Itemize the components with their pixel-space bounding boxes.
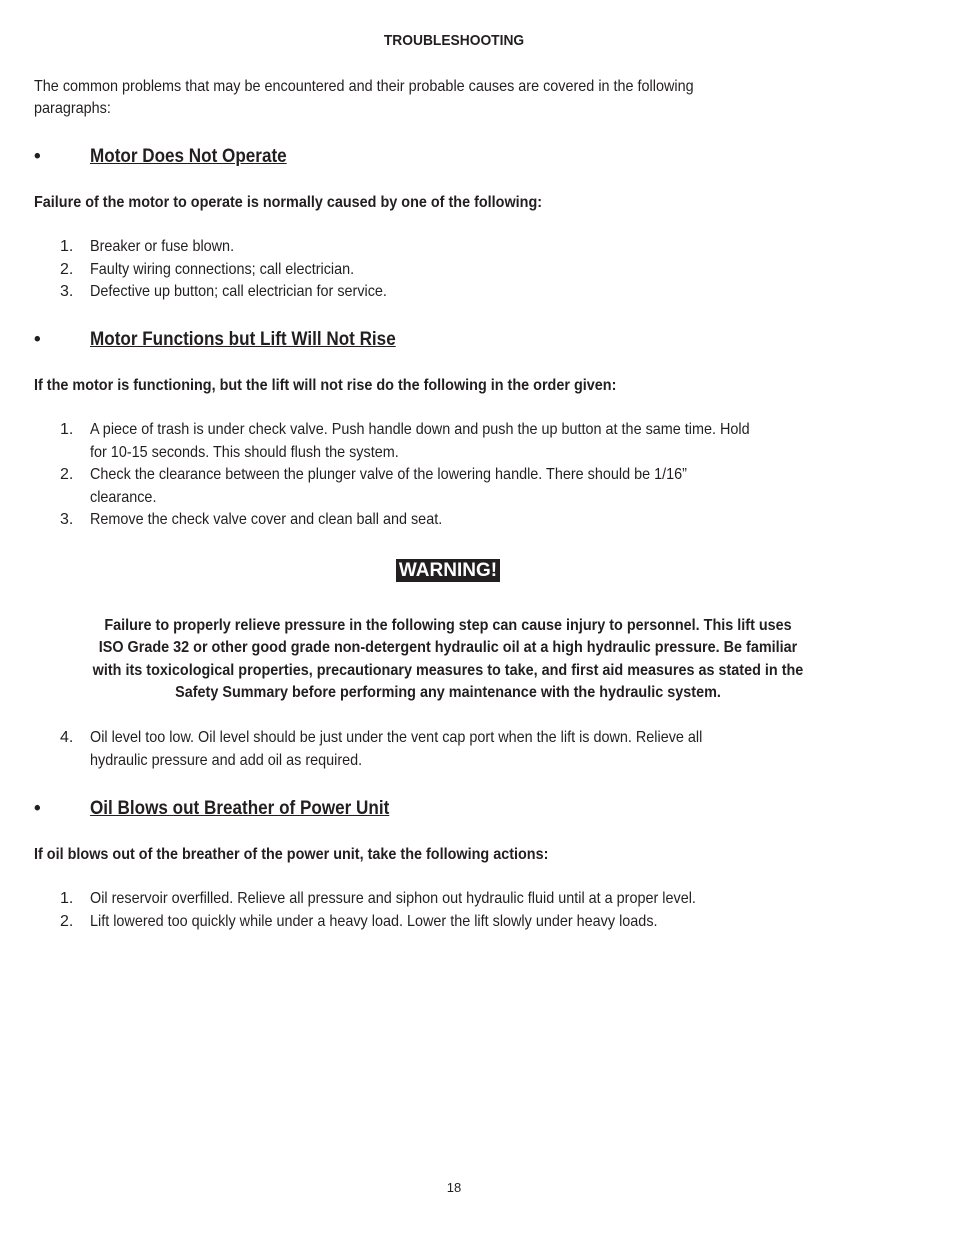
- numbered-list: [60, 419, 890, 532]
- warning-line: Safety Summary before performing any maintenance with the hydraulic system.: [175, 683, 721, 701]
- numbered-list: [60, 888, 890, 933]
- page-number: 18: [446, 1180, 462, 1195]
- section-lead: If oil blows out of the breather of the power unit, take the following actions:: [34, 846, 549, 863]
- section-heading-text: Motor Functions but Lift Will Not Rise: [90, 329, 396, 350]
- warning-text: [34, 615, 862, 704]
- section-lead: Failure of the motor to operate is normally caused by one of the following:: [34, 194, 543, 211]
- intro-line-1: The common problems that may be encountered and their probable causes are covered in the following: [34, 78, 694, 95]
- numbered-list: [60, 236, 890, 304]
- list-item: 3. Defective up button; call electrician for service.: [60, 283, 387, 300]
- list-item: 2. Check the clearance between the plunger valve of the lowering handle. There should be 1/16” clearance.: [60, 466, 687, 506]
- list-item: 2. Lift lowered too quickly while under a heavy load. Lower the lift slowly under heavy loads.: [60, 912, 658, 930]
- intro-line-2: paragraphs:: [34, 100, 111, 117]
- warning-badge: WARNING!: [396, 559, 500, 582]
- list-item: 4. Oil level too low. Oil level should be just under the vent cap port when the lift is down. Relieve all hydraulic pressure and add oil as required.: [60, 729, 703, 769]
- bullet-icon: •: [34, 798, 41, 819]
- section-heading-text: Oil Blows out Breather of Power Unit: [90, 798, 390, 819]
- bullet-icon: •: [34, 146, 41, 167]
- warning-line: with its toxicological properties, precautionary measures to take, and first aid measures as stated in the: [92, 661, 804, 679]
- warning-badge-row: [0, 559, 896, 582]
- list-item: 1. Oil reservoir overfilled. Relieve all pressure and siphon out hydraulic fluid until at a proper level.: [60, 890, 696, 907]
- list-item: 1. Breaker or fuse blown.: [60, 238, 235, 255]
- intro-paragraph: [34, 76, 874, 120]
- warning-line: ISO Grade 32 or other good grade non-detergent hydraulic oil at a high hydraulic pressure. Be familiar: [98, 639, 798, 657]
- page-title: TROUBLESHOOTING: [383, 32, 525, 49]
- warning-line: Failure to properly relieve pressure in the following step can cause injury to personnel. This lift uses: [104, 617, 792, 634]
- list-item: 2. Faulty wiring connections; call electrician.: [60, 260, 355, 278]
- section-heading-text: Motor Does Not Operate: [90, 146, 287, 167]
- list-item: 1. A piece of trash is under check valve. Push handle down and push the up button at the same time. Hold for 10-15 seconds. This should flush the system.: [60, 421, 750, 461]
- bullet-icon: •: [34, 329, 41, 350]
- list-item: 3. Remove the check valve cover and clean ball and seat.: [60, 511, 443, 528]
- section-lead: If the motor is functioning, but the lift will not rise do the following in the order given:: [34, 377, 617, 394]
- numbered-list-continued: [60, 727, 890, 772]
